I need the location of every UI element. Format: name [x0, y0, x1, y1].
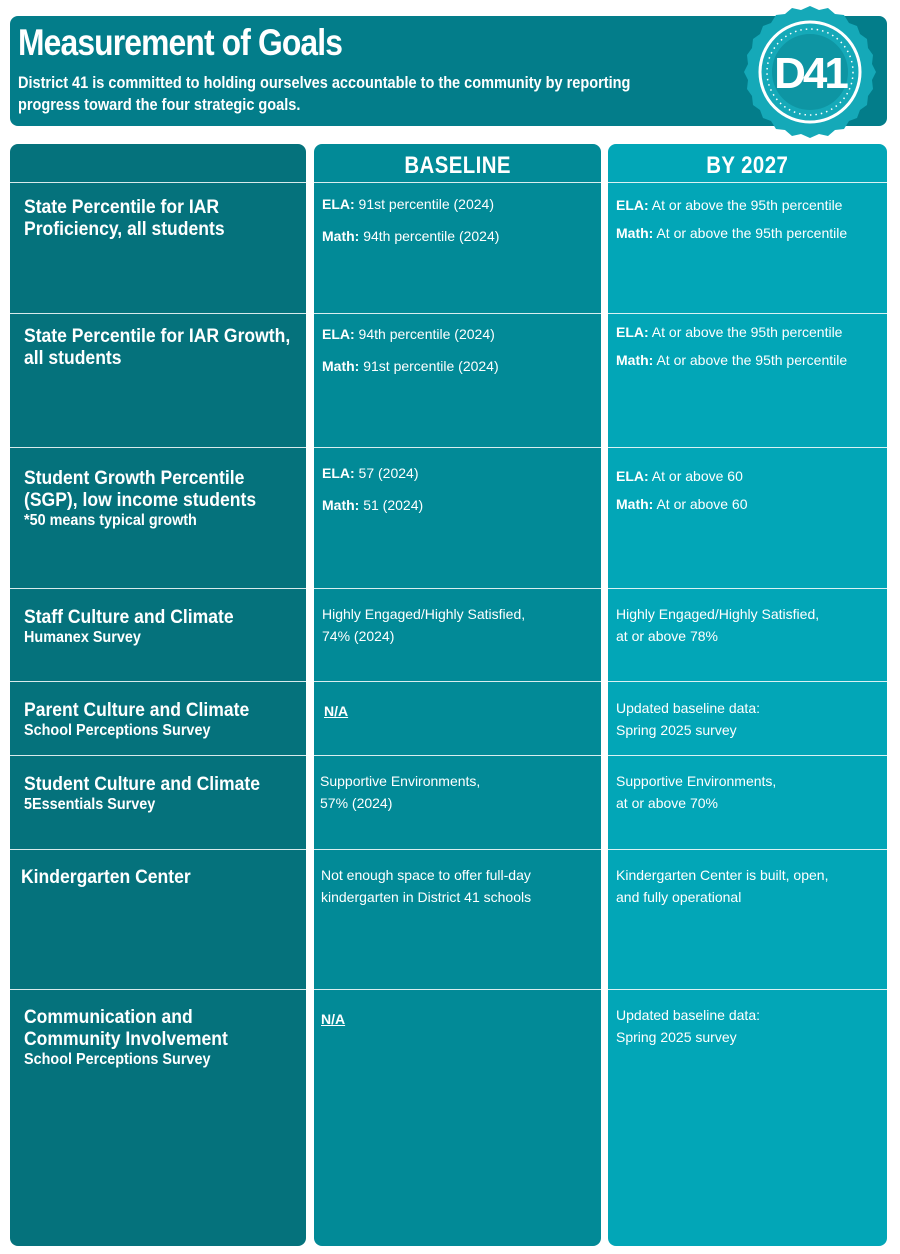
goals-label-column [10, 144, 306, 1246]
target-cell: ELA: At or above the 95th percentile Math: At or above the 95th percentile [608, 313, 887, 447]
row-label: State Percentile for IAR Growth, all students [24, 325, 291, 369]
baseline-cell [314, 989, 601, 1246]
target-cell: ELA: At or above the 95th percentile Math: At or above the 95th percentile [608, 182, 887, 313]
row-label-parent-climate [10, 681, 306, 755]
baseline-cell: Supportive Environments, 57% (2024) [314, 755, 601, 849]
logo-text: D41 [774, 49, 846, 98]
row-label-student-climate [10, 755, 306, 849]
target-cell: Highly Engaged/Highly Satisfied, at or above 78% [608, 588, 887, 681]
target-column [608, 144, 887, 1246]
target-cell: Kindergarten Center is built, open, and fully operational [608, 849, 887, 989]
target-cell: Updated baseline data: Spring 2025 survey [608, 681, 887, 755]
target-cell: ELA: At or above 60 Math: At or above 60 [608, 447, 887, 588]
na-link[interactable]: N/A [324, 703, 349, 719]
row-sublabel: *50 means typical growth [24, 512, 197, 529]
target-cell: Updated baseline data: Spring 2025 survey [608, 989, 887, 1246]
row-label-kindergarten [10, 849, 306, 989]
row-label: Student Culture and Climate [24, 773, 260, 795]
baseline-header: BASELINE [404, 152, 511, 179]
page-subtitle: District 41 is committed to holding ourselves accountable to the community by reporting progress toward the four strategic goals. [18, 74, 631, 114]
baseline-column [314, 144, 601, 1246]
baseline-cell: ELA: 94th percentile (2024) Math: 91st percentile (2024) [314, 313, 601, 447]
baseline-cell [314, 681, 601, 755]
row-label: Student Growth Percentile (SGP), low income students [24, 467, 257, 511]
baseline-cell: ELA: 57 (2024) Math: 51 (2024) [314, 447, 601, 588]
baseline-cell: ELA: 91st percentile (2024) Math: 94th percentile (2024) [314, 182, 601, 313]
baseline-cell: Not enough space to offer full-day kindergarten in District 41 schools [314, 849, 601, 989]
d41-logo [742, 4, 878, 140]
row-sublabel: Humanex Survey [24, 629, 141, 646]
row-label: Kindergarten Center [21, 866, 191, 888]
row-label: Parent Culture and Climate [24, 699, 250, 721]
row-sublabel: 5Essentials Survey [24, 796, 156, 813]
baseline-cell: Highly Engaged/Highly Satisfied, 74% (2024) [314, 588, 601, 681]
row-label-iar-growth [10, 313, 306, 447]
row-sublabel: School Perceptions Survey [24, 722, 211, 739]
target-header: BY 2027 [706, 152, 789, 179]
row-label-communication [10, 989, 306, 1246]
row-label: State Percentile for IAR Proficiency, all students [24, 196, 225, 240]
row-label: Communication and Community Involvement [24, 1006, 228, 1050]
target-cell: Supportive Environments, at or above 70% [608, 755, 887, 849]
row-label-iar-proficiency [10, 182, 306, 313]
row-label-staff-climate [10, 588, 306, 681]
row-label-sgp [10, 447, 306, 588]
na-link[interactable]: N/A [321, 1011, 346, 1027]
row-label: Staff Culture and Climate [24, 606, 234, 628]
page-title: Measurement of Goals [18, 22, 343, 63]
row-sublabel: School Perceptions Survey [24, 1051, 211, 1068]
